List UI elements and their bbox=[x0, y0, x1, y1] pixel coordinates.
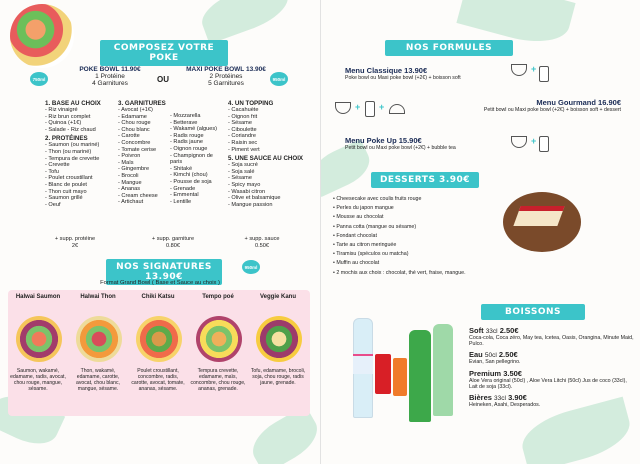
supp-price: 0.50€ bbox=[255, 242, 269, 249]
signatures-title: NOS SIGNATURES 13.90€ bbox=[106, 259, 222, 285]
dessert-item: Mousse au chocolat bbox=[336, 214, 384, 221]
boisson-price: 3.90€ bbox=[508, 393, 527, 403]
list-item: - Gingembre bbox=[118, 166, 150, 173]
boisson-desc: Heineken, Asahi, Desperados. bbox=[469, 402, 541, 409]
bowl-image-veggie-kanu bbox=[256, 316, 302, 362]
dessert-item: Perles du japon mangue bbox=[336, 205, 394, 212]
size-badge: 950ml bbox=[270, 72, 288, 86]
menu-poke-up-title: Menu Poke Up 15.90€ bbox=[345, 136, 422, 145]
bowl-image-tempo-poe bbox=[196, 316, 242, 362]
sauce-title: 5. UNE SAUCE AU CHOIX bbox=[228, 155, 304, 163]
signature-name: Halwai Saumon bbox=[15, 294, 61, 300]
drink-icon bbox=[365, 101, 375, 117]
boisson-title: Eau bbox=[469, 350, 483, 360]
poke-bowl-image bbox=[10, 4, 74, 68]
topping-section bbox=[228, 100, 316, 208]
maxi-bowl-title: MAXI POKE BOWL 13.90€ bbox=[186, 66, 266, 73]
list-item: - Sésame bbox=[228, 120, 252, 127]
or-label: OU bbox=[157, 75, 169, 84]
list-item: - Betterave bbox=[170, 119, 198, 126]
formules-title: NOS FORMULES bbox=[385, 40, 513, 56]
plus-icon: + bbox=[379, 102, 385, 112]
desserts-title: DESSERTS 3.90€ bbox=[371, 172, 479, 188]
boisson-premium bbox=[469, 369, 635, 390]
garnitures-col2 bbox=[170, 113, 228, 206]
bowl-image-chiki-katsu bbox=[136, 316, 182, 362]
list-item: - Blanc de poulet bbox=[45, 181, 87, 188]
menu-gourmand-desc: Petit bowl ou Maxi poke bowl (+2€) + boisson soft + dessert bbox=[483, 107, 621, 113]
signature-desc: Tofu, edamame, brocoli, soja, chou rouge, radis jaune, grenade. bbox=[250, 368, 306, 386]
bowl-icon bbox=[335, 102, 351, 114]
list-item: - Emmental bbox=[170, 192, 199, 199]
base-section bbox=[45, 100, 117, 208]
poke-bowl-line1: 1 Protéine bbox=[95, 73, 125, 80]
supp-price: 2€ bbox=[71, 242, 79, 249]
poke-bowl-offer bbox=[62, 66, 158, 87]
desserts-list: • Cheesecake avec coulis fruits rouge • Perles du japon mangue • Mousse au chocolat • Panna cotta (mangue ou sésame) • Fondant chocolat • Tarte au citron meringuée • Tiramisu (spéculos ou matcha) • Muffin au chocolat • 2 mochis aux choix : chocolat, thé vert, fraise, mangue. bbox=[333, 196, 466, 276]
signature-card bbox=[128, 294, 188, 300]
list-item: - Carotte bbox=[118, 133, 140, 140]
list-item: - Wakamé (algues) bbox=[170, 126, 218, 133]
list-item: - Grenade bbox=[170, 185, 196, 192]
boissons-title: BOISSONS bbox=[481, 304, 585, 320]
supp-proteine bbox=[45, 236, 105, 249]
supp-label: + supp. garniture bbox=[151, 236, 195, 242]
list-item: - Concombre bbox=[118, 139, 151, 146]
list-item: - Raisin sec bbox=[228, 139, 258, 146]
boisson-title: Soft bbox=[469, 326, 484, 335]
proteines-title: 2. PROTÉINES bbox=[45, 135, 88, 143]
list-item: - Artichaut bbox=[118, 199, 144, 206]
list-item: - Mozzarella bbox=[170, 113, 201, 119]
signature-desc: Thon, wakamé, edamame, carotte, avocat, chou blanc, mangue, sésame. bbox=[76, 368, 120, 392]
list-item: - Oignon rouge bbox=[170, 145, 208, 152]
maxi-bowl-offer bbox=[178, 66, 274, 87]
plus-icon: + bbox=[355, 102, 361, 112]
list-item: - Tomate cerise bbox=[118, 146, 157, 153]
plus-icon: + bbox=[531, 64, 537, 74]
bowl-image-halwai-thon bbox=[76, 316, 122, 362]
supp-label: + supp. protéine bbox=[54, 236, 96, 242]
boisson-size: 33cl bbox=[485, 328, 498, 335]
list-item: - Piment vert bbox=[228, 146, 260, 153]
menu-classique-title: Menu Classique 13.90€ bbox=[345, 66, 428, 75]
list-item: - Brocoli bbox=[118, 172, 139, 179]
list-item: - Lentille bbox=[170, 198, 192, 205]
supp-sauce bbox=[232, 236, 292, 249]
topping-title: 4. UN TOPPING bbox=[228, 100, 274, 107]
signature-card bbox=[68, 294, 128, 300]
boisson-price: 2.50€ bbox=[498, 350, 518, 360]
signatures-subtitle: Format Grand Bowl ( Base et Sauce au choix ) bbox=[100, 280, 220, 286]
list-item: - Quinoa (+1€) bbox=[45, 120, 82, 127]
list-item: - Tofu bbox=[45, 168, 59, 175]
list-item: - Shitaké bbox=[170, 165, 193, 172]
signature-name: Chiki Katsu bbox=[141, 294, 175, 300]
boisson-title: Premium bbox=[469, 368, 502, 378]
poke-bowl-line2: 4 Garnitures bbox=[92, 80, 128, 87]
maxi-bowl-line1: 2 Protéines bbox=[209, 73, 243, 80]
boisson-price: 3.50€ bbox=[503, 368, 522, 378]
list-item: - Sésame bbox=[228, 175, 252, 182]
boisson-price: 2.50€ bbox=[499, 326, 519, 335]
right-page bbox=[320, 0, 640, 464]
dessert-icon bbox=[389, 104, 405, 114]
list-item: - Thon (ou mariné) bbox=[45, 148, 92, 155]
list-item: - Cacahuète bbox=[228, 107, 259, 113]
list-item: - Kimchi (chou) bbox=[170, 172, 208, 179]
compose-title: COMPOSEZ VOTRE POKE bbox=[100, 40, 228, 66]
signatures-row bbox=[8, 294, 310, 300]
list-item: - Avocat (+1€) bbox=[118, 107, 153, 113]
palm-leaf-decoration bbox=[196, 0, 294, 44]
list-item: - Ananas bbox=[118, 186, 141, 193]
list-item: - Riz vinaigré bbox=[45, 107, 78, 113]
list-item: - Cream cheese bbox=[118, 192, 158, 199]
list-item: - Oeuf bbox=[45, 201, 61, 208]
list-item: - Mangue bbox=[118, 179, 142, 186]
list-item: - Soja sucré bbox=[228, 162, 258, 169]
list-item: - Tempura de crevette bbox=[45, 155, 100, 162]
list-item: - Crevette bbox=[45, 162, 70, 169]
dessert-item: Panna cotta (mangue ou sésame) bbox=[336, 223, 417, 230]
signature-desc: Poulet croustillant, concombre, radis, carotte, avocat, tomate, ananas, sésame. bbox=[131, 368, 185, 392]
supp-price: 0.80€ bbox=[166, 242, 180, 249]
signatures-desc-row bbox=[8, 368, 310, 392]
list-item: - Spicy mayo bbox=[228, 181, 261, 188]
bowl-image-halwai-saumon bbox=[16, 316, 62, 362]
list-item: - Riz chaud bbox=[67, 126, 96, 133]
poke-bowl-title: POKE BOWL 11.90€ bbox=[79, 66, 141, 73]
menu-classique-desc: Poke bowl ou Maxi poke bowl (+2€) + boisson soft bbox=[345, 75, 461, 81]
boissons-list bbox=[469, 326, 635, 408]
menu-poke-up bbox=[345, 136, 535, 151]
menu-gourmand-title: Menu Gourmand 16.90€ bbox=[536, 98, 621, 107]
garnitures-title: 3. GARNITURES bbox=[118, 100, 166, 107]
list-item: - Olive et balsamique bbox=[228, 195, 281, 202]
menu-poke-up-desc: Petit bowl ou Maxi poke bowl (+2€) + bubble tea bbox=[345, 145, 456, 151]
list-item: - Oignon frit bbox=[228, 113, 258, 120]
list-item: - Champignon de bbox=[170, 152, 213, 159]
list-item: - Poivron bbox=[118, 153, 141, 160]
list-item: - Thon cuit mayo bbox=[45, 188, 87, 195]
list-item: - Saumon (ou mariné) bbox=[45, 142, 100, 149]
list-item: - Poulet croustillant bbox=[45, 175, 93, 182]
boisson-soft bbox=[469, 326, 635, 347]
signature-name: Halwai Thon bbox=[80, 294, 116, 300]
list-item: - Pousse de soja bbox=[170, 178, 212, 185]
drinks-image bbox=[351, 314, 471, 424]
list-item: paris bbox=[170, 159, 183, 166]
list-item: - Ciboulette bbox=[228, 126, 257, 133]
boisson-bieres bbox=[469, 393, 635, 408]
size-badge: 750ml bbox=[30, 72, 48, 86]
list-item: - Saumon grillé bbox=[45, 195, 83, 202]
supp-label: + supp. sauce bbox=[244, 236, 280, 242]
garnitures-col1 bbox=[118, 107, 170, 206]
garnitures-section bbox=[118, 100, 228, 206]
boisson-desc: Coca-cola, Coca zéro, May tea, Icetea, Oasis, Orangina, Minute Maid, Pulco. bbox=[469, 335, 634, 348]
menu-gourmand bbox=[421, 98, 621, 113]
size-badge: 950ml bbox=[242, 260, 260, 274]
list-item: - Radis rouge bbox=[170, 132, 204, 139]
cheesecake-image bbox=[503, 192, 581, 252]
maxi-bowl-line2: 5 Garnitures bbox=[208, 80, 244, 87]
dessert-item: Fondant chocolat bbox=[336, 232, 377, 239]
signature-card bbox=[8, 294, 68, 300]
boisson-size: 33cl bbox=[494, 395, 506, 403]
signature-name: Tempo poé bbox=[202, 294, 234, 300]
list-item: - Mangue passion bbox=[228, 201, 273, 208]
bubble-tea-icon bbox=[539, 136, 549, 152]
list-item: - Edamame bbox=[118, 113, 147, 120]
plus-icon: + bbox=[531, 136, 537, 146]
dessert-item: 2 mochis aux choix : chocolat, thé vert, fraise, mangue. bbox=[336, 269, 466, 276]
list-item: - Radis jaune bbox=[170, 139, 203, 146]
boisson-desc: Evian, San pellegrino. bbox=[469, 359, 521, 366]
dessert-item: Tarte au citron meringuée bbox=[336, 242, 397, 249]
signature-card bbox=[248, 294, 308, 300]
boisson-desc: Aloe Vera original (50cl) , Aloe Vera Litchi (50cl) Jus de coco (33cl), Lait de soja (33cl). bbox=[469, 377, 627, 390]
menu-classique bbox=[345, 66, 535, 81]
drink-icon bbox=[539, 66, 549, 82]
list-item: - Maïs bbox=[118, 159, 134, 166]
list-item: - Soja salé bbox=[228, 168, 255, 175]
supp-garniture bbox=[138, 236, 208, 249]
list-item: - Chou blanc bbox=[118, 126, 150, 133]
list-item: - Wasabi citron bbox=[228, 188, 266, 195]
list-item: - Coriandre bbox=[228, 133, 256, 140]
dessert-item: Cheesecake avec coulis fruits rouge bbox=[336, 196, 422, 202]
boisson-title: Bières bbox=[469, 393, 492, 403]
dessert-item: Muffin au chocolat bbox=[336, 260, 380, 267]
list-item: - Chou rouge bbox=[118, 120, 151, 127]
signature-desc: Tempura crevette, edamame, maïs, concombre, chou rouge, ananas, grenade. bbox=[190, 368, 246, 392]
base-title: 1. BASE AU CHOIX bbox=[45, 100, 101, 107]
dessert-item: Tiramisu (spéculos ou matcha) bbox=[336, 251, 409, 258]
boisson-eau bbox=[469, 350, 635, 365]
signature-card bbox=[188, 294, 248, 300]
list-item: - Salade bbox=[45, 126, 66, 133]
signature-desc: Saumon, wakamé, edamame, radis, avocat, chou rouge, mangue, sésame. bbox=[10, 368, 66, 392]
signature-name: Veggie Kanu bbox=[259, 294, 296, 300]
boisson-size: 50cl bbox=[484, 352, 497, 360]
list-item: - Riz brun complet bbox=[45, 113, 91, 120]
